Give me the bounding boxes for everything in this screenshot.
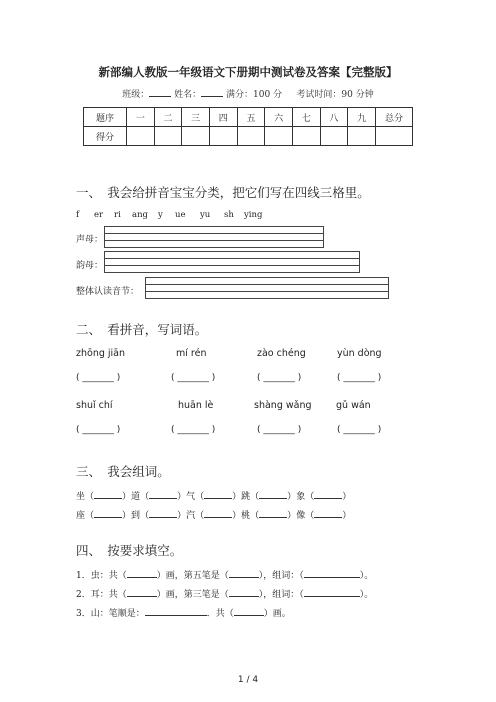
- char: 汽: [186, 511, 196, 521]
- answer-blank[interactable]: ( _______ ): [76, 373, 121, 383]
- table-cell: 一: [127, 108, 155, 127]
- answer-blank[interactable]: ( _______ ): [337, 425, 382, 435]
- answer-blank[interactable]: [204, 517, 232, 518]
- fill-line-3: [76, 606, 291, 619]
- finals-writing-grid[interactable]: [104, 251, 360, 273]
- answer-blank[interactable]: [234, 615, 264, 616]
- answer-blank[interactable]: ( _______ ): [257, 373, 302, 383]
- table-cell: 得分: [84, 127, 127, 146]
- text: ），组词：（: [258, 571, 304, 581]
- pinyin-letter: ang: [132, 210, 148, 220]
- char: 象: [296, 492, 306, 502]
- table-cell: 二: [154, 108, 182, 127]
- char: 座: [76, 511, 86, 521]
- score-value-row: [84, 127, 413, 146]
- section-4-heading: 四、 按要求填空。: [76, 543, 183, 558]
- answer-blank[interactable]: [314, 517, 342, 518]
- finals-label: 韵母：: [76, 261, 104, 271]
- pinyin-letter: sh: [224, 210, 234, 220]
- score-cell[interactable]: [265, 127, 293, 146]
- answer-blank[interactable]: [149, 498, 177, 499]
- section-1-heading: 一、 我会给拼音宝宝分类，把它们写在四线三格里。: [76, 185, 370, 200]
- class-blank: [149, 96, 171, 97]
- text: 2．耳：共（: [76, 590, 127, 600]
- answer-blank[interactable]: [259, 498, 287, 499]
- char: 道: [131, 492, 141, 502]
- initials-label: 声母：: [76, 235, 104, 245]
- pinyin-word: yùn dòng: [337, 348, 382, 359]
- score-cell[interactable]: [348, 127, 376, 146]
- answer-blank[interactable]: [127, 577, 157, 578]
- pinyin-letter: ri: [114, 210, 121, 220]
- table-cell: 总分: [376, 108, 413, 127]
- pinyin-letter: y: [158, 210, 163, 220]
- pinyin-word: zào chéng: [257, 348, 306, 359]
- section-3-heading: 三、 我会组词。: [76, 464, 170, 479]
- pinyin-word: huān lè: [178, 400, 214, 411]
- answer-blank[interactable]: [145, 615, 207, 616]
- word-group-row: 坐（ ）道（ ）气（ ）跳（ ）象（ ）: [76, 492, 352, 502]
- char: 到: [131, 511, 141, 521]
- answer-blank[interactable]: ( _______ ): [171, 425, 216, 435]
- table-cell: 五: [237, 108, 265, 127]
- answer-blank[interactable]: ( _______ ): [76, 425, 121, 435]
- answer-blank[interactable]: [229, 577, 259, 578]
- pinyin-letter: ue: [175, 210, 186, 220]
- answer-blank[interactable]: [259, 517, 287, 518]
- initials-writing-grid[interactable]: [104, 226, 324, 248]
- answer-blank[interactable]: [229, 596, 259, 597]
- pinyin-letter: yu: [200, 210, 211, 220]
- name-label: 姓名：: [174, 90, 202, 100]
- fill-line-1: [76, 568, 373, 581]
- score-cell[interactable]: [237, 127, 265, 146]
- score-cell[interactable]: [182, 127, 210, 146]
- pinyin-word: gǔ wán: [336, 400, 371, 411]
- score-header-row: [84, 108, 413, 127]
- table-cell: 四: [209, 108, 237, 127]
- score-cell[interactable]: [209, 127, 237, 146]
- word-group-row: 座（ ）到（ ）汽（ ）桃（ ）像（ ）: [76, 511, 352, 521]
- score-cell[interactable]: [320, 127, 348, 146]
- text: ）。: [359, 590, 374, 600]
- text: ）画。: [263, 609, 291, 619]
- pinyin-letter: ying: [244, 210, 263, 220]
- answer-blank[interactable]: ( _______ ): [337, 373, 382, 383]
- text: ）画，第三笔是（: [156, 590, 229, 600]
- score-cell[interactable]: [292, 127, 320, 146]
- answer-blank[interactable]: [149, 517, 177, 518]
- name-blank: [201, 96, 223, 97]
- answer-blank[interactable]: [304, 596, 360, 597]
- page-title: 新部编人教版一年级语文下册期中测试卷及答案【完整版】: [98, 65, 398, 79]
- text: ）画，第五笔是（: [156, 571, 229, 581]
- pinyin-word: shuǐ chí: [76, 400, 113, 411]
- pinyin-word: zhōng jiān: [76, 348, 126, 359]
- score-cell[interactable]: [376, 127, 413, 146]
- score-cell[interactable]: [127, 127, 155, 146]
- pinyin-word: mí rén: [176, 348, 207, 359]
- table-cell: 七: [292, 108, 320, 127]
- table-cell: 三: [182, 108, 210, 127]
- answer-blank[interactable]: [94, 498, 122, 499]
- text: ），组词：（: [258, 590, 304, 600]
- score-table: [83, 107, 413, 146]
- text: 1．虫：共（: [76, 571, 127, 581]
- answer-blank[interactable]: [127, 596, 157, 597]
- char: 坐: [76, 492, 86, 502]
- class-label: 班级：: [122, 90, 150, 100]
- pinyin-word: shàng wǎng: [254, 400, 312, 411]
- fill-line-2: [76, 587, 373, 600]
- exam-time: 考试时间：90 分钟: [296, 90, 374, 100]
- char: 气: [186, 492, 196, 502]
- exam-info: [0, 87, 496, 100]
- full-score: 满分：100 分: [226, 90, 283, 100]
- text: ）。: [359, 571, 374, 581]
- answer-blank[interactable]: ( _______ ): [257, 425, 302, 435]
- answer-blank[interactable]: [314, 498, 342, 499]
- table-cell: 六: [265, 108, 293, 127]
- text: 3．山：笔顺是：: [76, 609, 145, 619]
- answer-blank[interactable]: [204, 498, 232, 499]
- pinyin-letter: er: [94, 210, 104, 220]
- char: 桃: [241, 511, 251, 521]
- char: 跳: [241, 492, 251, 502]
- whole-syllable-writing-grid[interactable]: [145, 277, 389, 299]
- answer-blank[interactable]: ( _______ ): [171, 373, 216, 383]
- table-cell: 题序: [84, 108, 127, 127]
- text: ．共（: [206, 609, 234, 619]
- pinyin-letter: f: [76, 210, 80, 220]
- table-cell: 八: [320, 108, 348, 127]
- section-2-heading: 二、 看拼音，写词语。: [76, 322, 208, 337]
- page-number: 1 / 4: [237, 675, 259, 685]
- table-cell: 九: [348, 108, 376, 127]
- score-cell[interactable]: [154, 127, 182, 146]
- answer-blank[interactable]: [304, 577, 360, 578]
- whole-syllable-label: 整体认读音节：: [76, 287, 140, 297]
- answer-blank[interactable]: [94, 517, 122, 518]
- char: 像: [296, 511, 306, 521]
